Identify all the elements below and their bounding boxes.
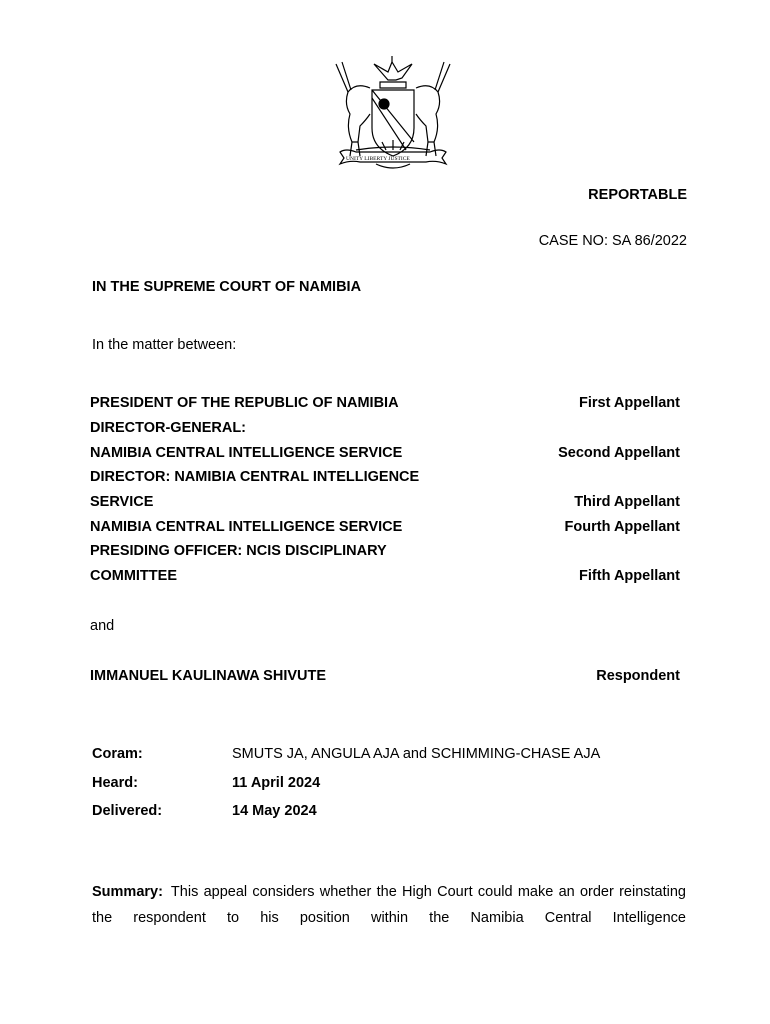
party-name: PRESIDENT OF THE REPUBLIC OF NAMIBIA — [90, 395, 399, 411]
party-name: SERVICE — [90, 494, 154, 510]
court-title: IN THE SUPREME COURT OF NAMIBIA — [92, 279, 362, 295]
party-role: First Appellant — [579, 395, 680, 411]
summary-text: This appeal considers whether the High Court could make an order reinstating the respondent to his position within the Namibia Central Intelligence — [92, 884, 686, 926]
matter-between: In the matter between: — [92, 337, 237, 353]
party-role: Third Appellant — [574, 494, 680, 510]
delivered-label: Delivered: — [92, 803, 163, 819]
coram-value: SMUTS JA, ANGULA AJA and SCHIMMING-CHASE AJA — [232, 746, 601, 762]
party-name: PRESIDING OFFICER: NCIS DISCIPLINARY — [90, 543, 387, 559]
party-name: COMMITTEE — [90, 568, 177, 584]
party-role: Fifth Appellant — [579, 568, 680, 584]
coat-of-arms-icon — [326, 52, 458, 172]
party-role: Fourth Appellant — [564, 519, 680, 535]
and-conjunction: and — [90, 618, 115, 634]
heard-value: 11 April 2024 — [232, 775, 321, 791]
coram-label: Coram: — [92, 746, 143, 762]
party-name: DIRECTOR: NAMIBIA CENTRAL INTELLIGENCE — [90, 469, 420, 485]
respondent-name: IMMANUEL KAULINAWA SHIVUTE — [90, 668, 327, 684]
delivered-value: 14 May 2024 — [232, 803, 317, 819]
party-name: NAMIBIA CENTRAL INTELLIGENCE SERVICE — [90, 519, 403, 535]
respondent-role: Respondent — [596, 668, 680, 684]
party-name: DIRECTOR-GENERAL: — [90, 420, 247, 436]
summary-paragraph — [92, 879, 686, 931]
emblem-motto: UNITY LIBERTY JUSTICE — [346, 156, 410, 162]
case-number: CASE NO: SA 86/2022 — [538, 233, 687, 249]
reportable-label: REPORTABLE — [588, 187, 687, 203]
party-name: NAMIBIA CENTRAL INTELLIGENCE SERVICE — [90, 445, 403, 461]
party-role: Second Appellant — [558, 445, 680, 461]
heard-label: Heard: — [92, 775, 138, 791]
summary-label: Summary: — [92, 884, 163, 900]
